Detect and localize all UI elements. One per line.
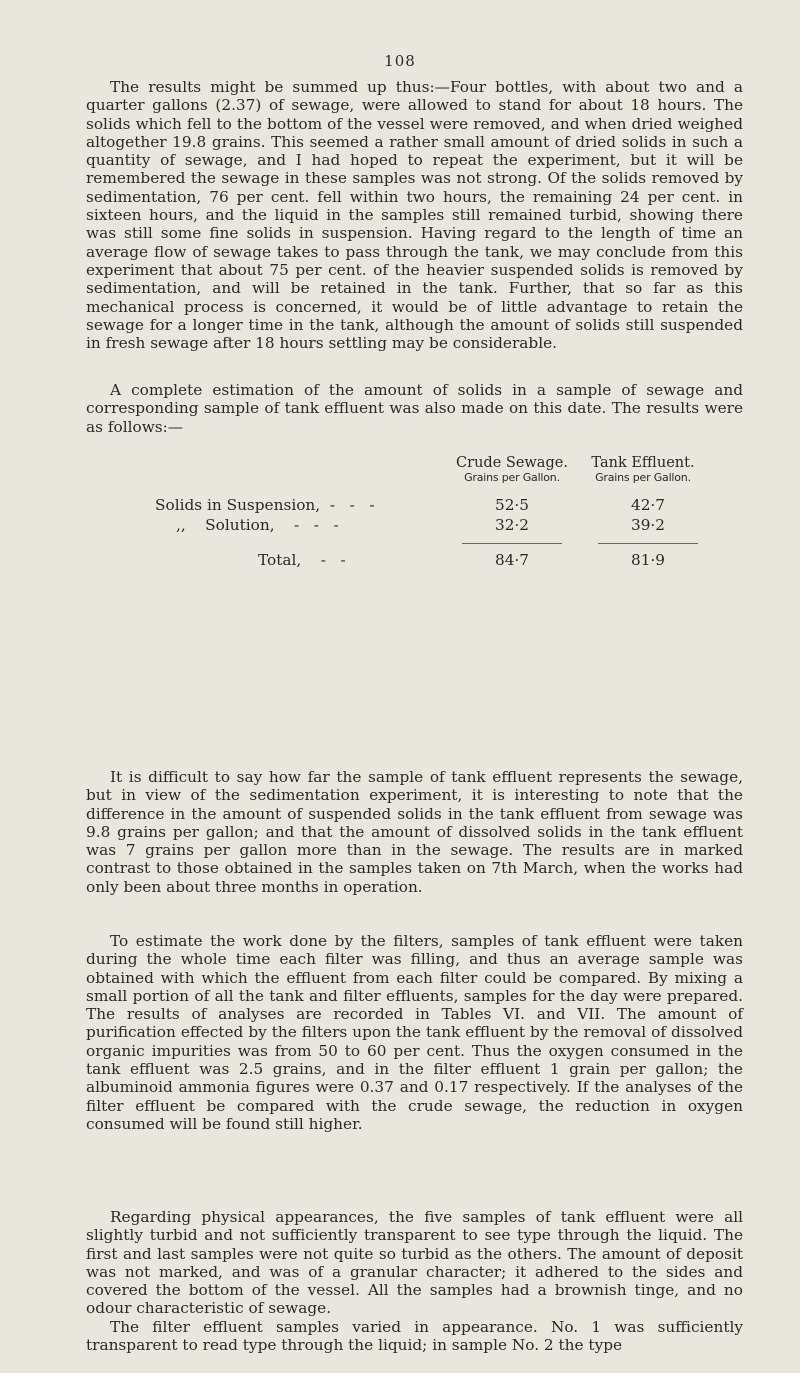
page-number: 108 [384, 52, 416, 70]
table-cell: 52·5 [494, 496, 530, 514]
table-cell: 39·2 [630, 516, 666, 534]
column-header-crude-sewage [448, 455, 576, 485]
paragraph-filter-work: To estimate the work done by the filters, samples of tank effluent were taken during the whole time each filter was filling, and thus an average sample was obtained with which the effluent from each filter could be compared. By mixing a small portion of all the tank and filter effluents, samples for the day were prepared. The results of analyses are recorded in Tables VI. and VII. The amount of purification effected by the filters upon the tank effluent by the removal of dissolved organic impurities was from 50 to 60 per cent. Thus the oxygen consumed in the tank effluent was 2.5 grains, and in the filter effluent 1 grain per gallon; the albuminoid ammonia figures were 0.37 and 0.17 respectively. If the analyses of the filter effluent be compared with the crude sewage, the reduction in oxygen consumed will be found still higher. [86, 932, 743, 1133]
paragraph-solids-estimation: A complete estimation of the amount of solids in a sample of sewage and corresponding sample of tank effluent was also made on this date. The results were as follows:— [86, 381, 743, 436]
table-cell: 32·2 [494, 516, 530, 534]
paragraph-filter-effluent-appearance: The filter effluent samples varied in appearance. No. 1 was sufficiently transparent to read type through the liquid; in sample No. 2 the type [86, 1318, 743, 1355]
table-cell: 42·7 [630, 496, 666, 514]
column-unit: Grains per Gallon. [595, 471, 691, 484]
column-unit: Grains per Gallon. [464, 471, 560, 484]
table-cell: 84·7 [494, 551, 530, 569]
column-header-tank-effluent [578, 455, 708, 485]
row-label-solution: ,, Solution, - - - [176, 516, 339, 534]
paragraph-tank-effluent-comparison: It is difficult to say how far the sample of tank effluent represents the sewage, but in view of the sedimentation experiment, it is interesting to note that the difference in the amount of suspended solids in the tank effluent from sewage was 9.8 grains per gallon; and that the amount of dissolved solids in the tank effluent was 7 grains per gallon more than in the sewage. The results are in marked contrast to those obtained in the samples taken on 7th March, when the works had only been about three months in operation. [86, 768, 743, 896]
table-cell: 81·9 [630, 551, 666, 569]
row-label-total: Total, - - [258, 551, 346, 569]
column-heading: Crude Sewage. [456, 455, 568, 471]
column-heading: Tank Effluent. [591, 455, 695, 471]
paragraph-physical-appearances: Regarding physical appearances, the five samples of tank effluent were all slightly turbid and not sufficiently transparent to see type through the liquid. The first and last samples were not quite so turbid as the others. The amount of deposit was not marked, and was of a granular character; it adhered to the sides and covered the bottom of the vessel. All the samples had a brownish tinge, and no odour characteristic of sewage. [86, 1208, 743, 1318]
total-rule-tank [598, 543, 698, 544]
paragraph-sedimentation-results: The results might be summed up thus:—Four bottles, with about two and a quarter gallons (2.37) of sewage, were allowed to stand for about 18 hours. The solids which fell to the bottom of the vessel were removed, and when dried weighed altogether 19.8 grains. This seemed a rather small amount of dried solids in such a quantity of sewage, and I had hoped to repeat the experiment, but it will be remembered the sewage in these samples was not strong. Of the solids removed by sedimentation, 76 per cent. fell within two hours, the remaining 24 per cent. in sixteen hours, and the liquid in the samples still remained turbid, showing there was still some fine solids in suspension. Having regard to the length of time an average flow of sewage takes to pass through the tank, we may conclude from this experiment that about 75 per cent. of the heavier suspended solids is removed by sedimentation, and will be retained in the tank. Further, that so far as this mechanical process is concerned, it would be of little advantage to retain the sewage for a longer time in the tank, although the amount of solids still suspended in fresh sewage after 18 hours settling may be considerable. [86, 78, 743, 353]
total-rule-crude [462, 543, 562, 544]
row-label-suspension: Solids in Suspension, - - - [155, 496, 375, 514]
